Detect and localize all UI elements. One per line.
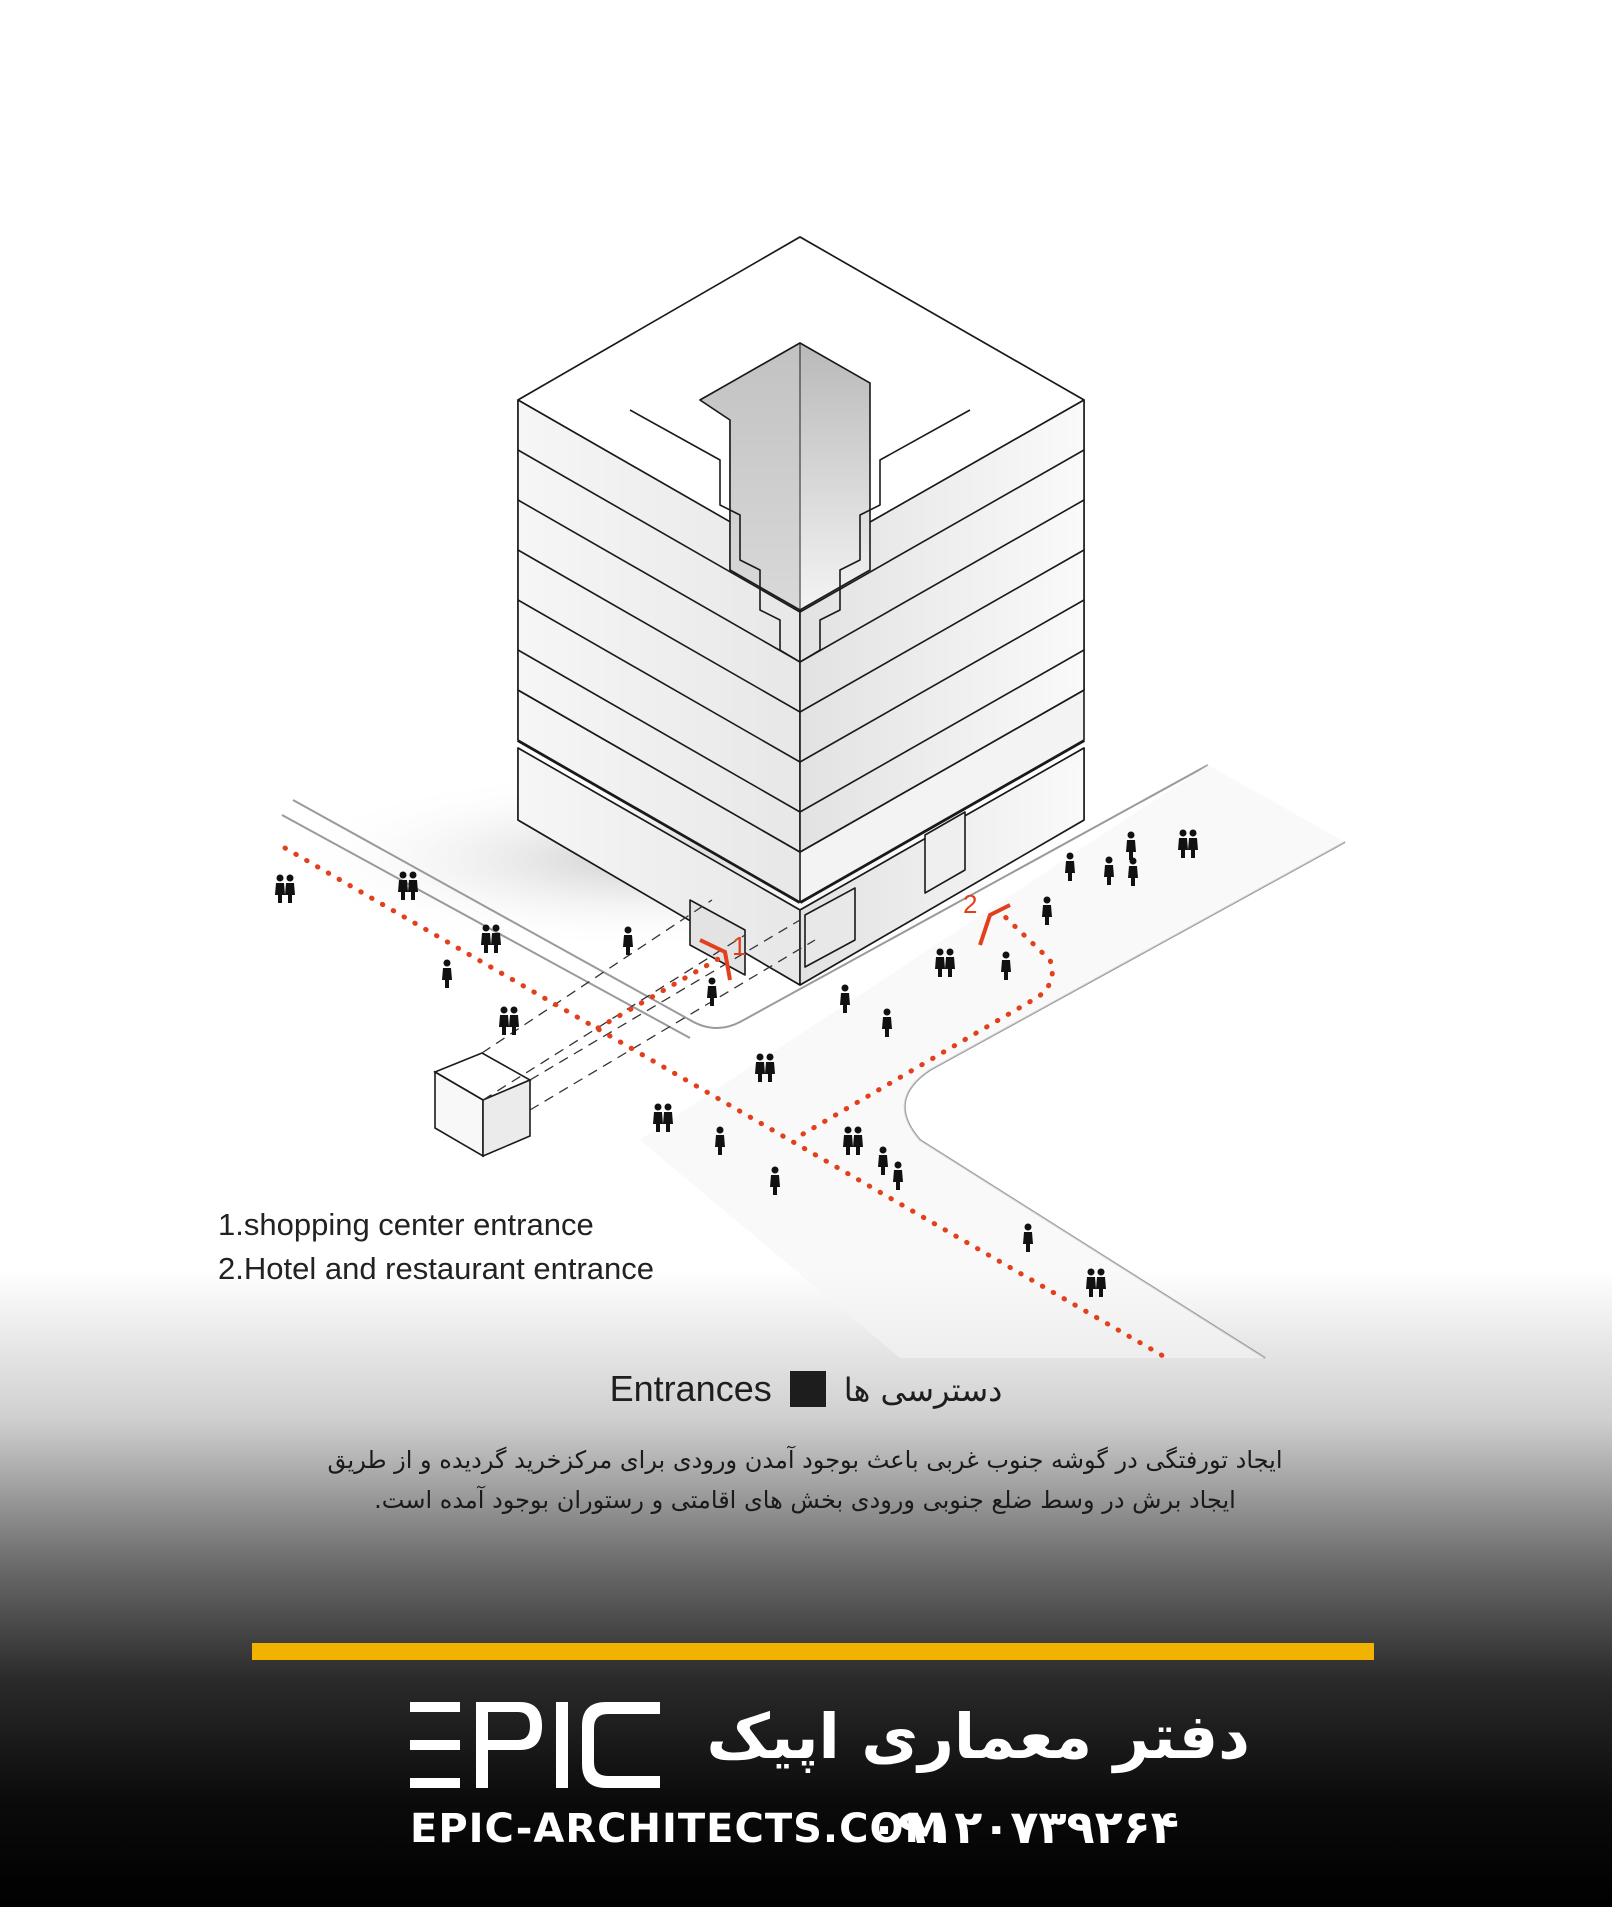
section-heading <box>0 1368 1612 1410</box>
brand-name-persian: دفتر معماری اپیک <box>706 1700 1250 1773</box>
entrance-1-number: 1 <box>732 931 747 961</box>
website-link[interactable]: EPIC-ARCHITECTS.COM <box>410 1806 946 1852</box>
heading-persian: دسترسی ها <box>843 1371 1003 1409</box>
heading-english: Entrances <box>609 1368 772 1409</box>
heading-square-icon <box>790 1371 826 1407</box>
legend-item-hotel-entrance: 2.Hotel and restaurant entrance <box>218 1251 654 1286</box>
kiosk-box <box>435 1053 530 1156</box>
entrance-2-number: 2 <box>963 889 978 919</box>
accent-divider <box>252 1643 1374 1660</box>
description-line-1: ایجاد تورفتگی در گوشه جنوب غربی باعث بوجود آمدن ورودی برای مرکزخرید گردیده و از طریق <box>327 1446 1283 1474</box>
description <box>250 1440 1360 1520</box>
phone-number[interactable]: ۰۹۱۲۰۷۳۹۲۶۴ <box>870 1800 1179 1854</box>
legend-item-shopping-entrance: 1.shopping center entrance <box>218 1207 594 1242</box>
description-line-2: ایجاد برش در وسط ضلع جنوبی ورودی بخش های اقامتی و رستوران بوجود آمده است. <box>374 1486 1236 1514</box>
epic-logo <box>410 1700 660 1790</box>
